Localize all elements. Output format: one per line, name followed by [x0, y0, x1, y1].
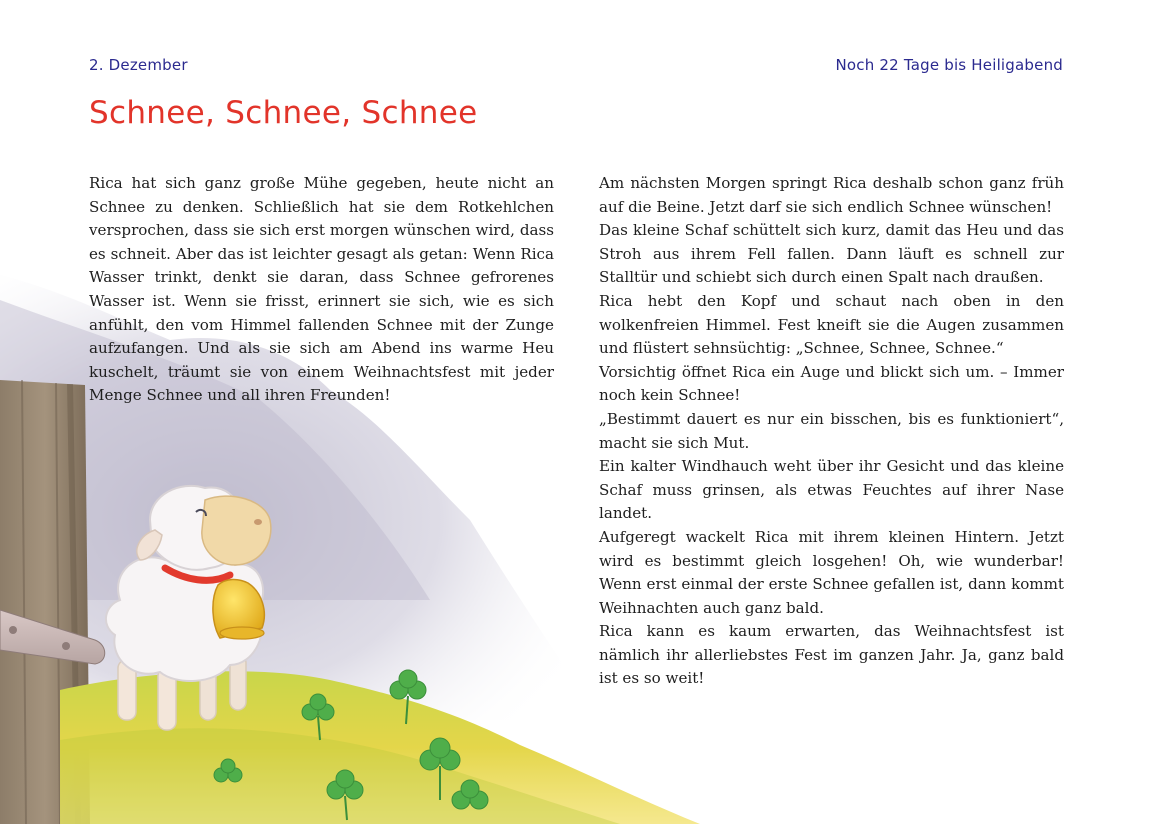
story-paragraph: Vorsichtig öffnet Rica ein Auge und blickt sich um. – Immer noch kein Schnee! — [599, 362, 1064, 405]
story-paragraph: Rica hebt den Kopf und schaut nach oben in den wolkenfreien Himmel. Fest kneift sie die Augen zusammen und flüstert sehnsüchtig: „Schnee, Schnee, Schnee.“ — [599, 291, 1064, 358]
story-paragraph: Rica hat sich ganz große Mühe gegeben, heute nicht an Schnee zu denken. Schließlich hat sie dem Rotkehlchen versprochen, dass sie sich erst morgen wünschen wird, dass es schneit. Aber das ist leichter gesagt als getan: Wenn Rica Wasser trinkt, denkt sie daran, dass Schnee gefrorenes Wasser ist. Wenn sie frisst, erinnert sie sich, wie es sich anfühlt, den vom Himmel fallenden Schnee mit der Zunge aufzufangen. Und als sie sich am Abend ins warme Heu kuschelt, träumt sie von einem Weihnachtsfest mit jeder Menge Schnee und all ihren Freunden! — [89, 174, 554, 405]
story-title: Schnee, Schnee, Schnee — [89, 95, 478, 131]
story-paragraph: Rica kann es kaum erwarten, das Weihnachtsfest ist nämlich ihr allerliebstes Fest im ganzen Jahr. Ja, ganz bald ist es so weit! — [599, 622, 1064, 688]
story-paragraph: Am nächsten Morgen springt Rica deshalb schon ganz früh auf die Beine. Jetzt darf sie sich endlich Schnee wünschen! — [599, 174, 1064, 216]
story-column-right — [599, 172, 1064, 691]
story-paragraph: Aufgeregt wackelt Rica mit ihrem kleinen Hintern. Jetzt wird es bestimmt gleich losgehen! Oh, wie wunderbar! Wenn erst einmal der erste Schnee gefallen ist, dann kommt Weihnachten auch ganz bald. — [599, 527, 1064, 617]
story-paragraph: Ein kalter Windhauch weht über ihr Gesicht und das kleine Schaf muss grinsen, als etwas Feuchtes auf ihrer Nase landet. — [599, 457, 1064, 523]
story-paragraph: Das kleine Schaf schüttelt sich kurz, damit das Heu und das Stroh aus ihrem Fell fallen. Dann läuft es schnell zur Stalltür und schiebt sich durch einen Spalt nach draußen. — [599, 221, 1064, 287]
story-paragraph: „Bestimmt dauert es nur ein bisschen, bis es funktioniert“, macht sie sich Mut. — [599, 409, 1064, 452]
page-date: 2. Dezember — [89, 56, 188, 74]
story-column-left — [89, 172, 554, 408]
page-countdown: Noch 22 Tage bis Heiligabend — [835, 56, 1063, 74]
